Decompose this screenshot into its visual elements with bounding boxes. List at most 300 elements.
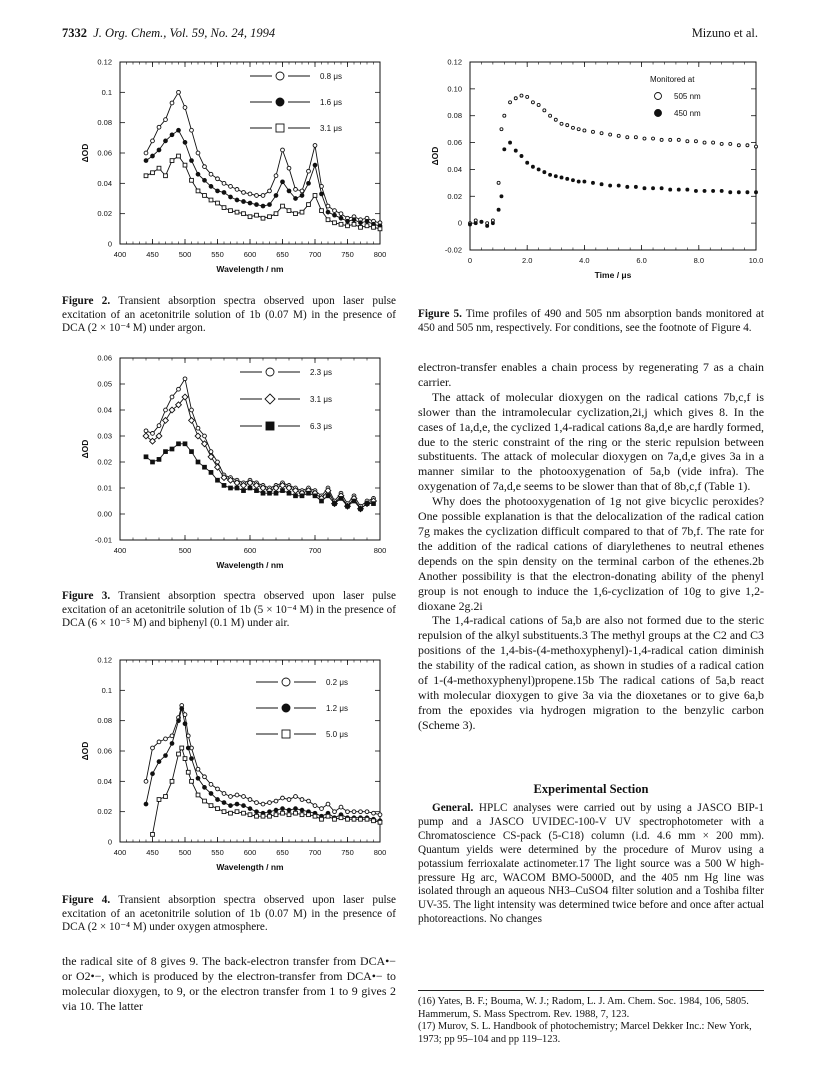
data-point <box>365 219 369 223</box>
x-tick-label: 600 <box>243 848 257 857</box>
y-tick-label: 0 <box>457 218 462 228</box>
legend-label: 6.3 μs <box>310 422 332 431</box>
data-point <box>346 224 350 228</box>
data-point <box>554 118 557 121</box>
data-point <box>287 189 291 193</box>
data-point <box>203 165 207 169</box>
data-point <box>294 807 298 811</box>
data-point <box>276 98 284 106</box>
data-point <box>352 218 356 222</box>
data-point <box>600 183 603 186</box>
data-point <box>313 804 317 808</box>
data-point <box>652 137 655 140</box>
data-point <box>571 179 574 182</box>
figure-5-chart <box>418 52 768 296</box>
data-point <box>694 140 697 143</box>
y-tick-label: 0.04 <box>97 405 112 415</box>
data-point <box>500 195 503 198</box>
data-point <box>255 801 259 805</box>
x-tick-label: 700 <box>308 546 322 555</box>
x-tick-label: 400 <box>113 546 127 555</box>
data-point <box>294 811 298 815</box>
data-point <box>686 140 689 143</box>
data-point <box>144 174 148 178</box>
data-point <box>276 124 284 132</box>
legend-label: 505 nm <box>674 92 701 101</box>
data-point <box>177 154 181 158</box>
x-tick-label: 800 <box>373 250 387 259</box>
data-point <box>209 184 213 188</box>
data-point <box>746 191 749 194</box>
data-point <box>677 188 680 191</box>
data-point <box>164 795 168 799</box>
data-point <box>151 154 155 158</box>
data-point <box>652 187 655 190</box>
data-point <box>261 204 265 208</box>
x-tick-label: 650 <box>276 848 289 857</box>
data-point <box>378 820 382 824</box>
data-point <box>183 722 187 726</box>
data-point <box>261 802 265 806</box>
data-point <box>144 802 148 806</box>
y-tick-label: 0.08 <box>97 118 112 128</box>
data-point <box>196 767 200 771</box>
data-point <box>276 72 284 80</box>
y-tick-label: 0.02 <box>97 457 112 467</box>
x-tick-label: 700 <box>308 250 322 259</box>
data-point <box>209 782 213 786</box>
y-tick-label: 0.08 <box>97 716 112 726</box>
data-point <box>151 139 155 143</box>
data-point <box>497 181 500 184</box>
data-point <box>203 786 207 790</box>
data-point <box>566 177 569 180</box>
data-point <box>282 704 290 712</box>
data-point <box>216 478 220 482</box>
data-point <box>712 189 715 192</box>
data-point <box>365 817 369 821</box>
data-point <box>229 184 233 188</box>
data-point <box>294 188 298 192</box>
data-point <box>287 813 291 817</box>
data-point <box>170 159 174 163</box>
data-point <box>320 209 324 213</box>
data-point <box>300 210 304 214</box>
data-point <box>634 136 637 139</box>
y-axis-label: ΔOD <box>80 439 90 459</box>
data-point <box>274 212 278 216</box>
data-point <box>577 128 580 131</box>
data-point <box>274 174 278 178</box>
data-point <box>216 460 220 464</box>
data-point <box>170 395 174 399</box>
legend-label: 3.1 μs <box>320 124 342 133</box>
x-tick-label: 700 <box>308 848 322 857</box>
x-axis-label: Wavelength / nm <box>216 862 284 872</box>
data-point <box>229 811 233 815</box>
data-point <box>583 129 586 132</box>
y-axis-label: ΔOD <box>80 143 90 163</box>
data-point <box>486 224 489 227</box>
data-point <box>268 189 272 193</box>
data-point <box>531 101 534 104</box>
data-point <box>307 169 311 173</box>
data-point <box>266 368 274 376</box>
section-title: Experimental Section <box>533 782 649 796</box>
data-point <box>333 221 337 225</box>
data-point <box>157 125 161 129</box>
data-point <box>242 811 246 815</box>
y-tick-label: 0 <box>107 837 112 847</box>
data-point <box>163 418 169 424</box>
right-column-text <box>418 360 764 733</box>
data-point <box>157 166 161 170</box>
data-point <box>144 779 148 783</box>
data-point <box>591 181 594 184</box>
x-tick-label: 600 <box>243 546 257 555</box>
data-point <box>164 737 168 741</box>
data-point <box>216 201 220 205</box>
data-point <box>229 804 233 808</box>
data-point <box>177 442 181 446</box>
data-point <box>626 136 629 139</box>
data-point <box>686 188 689 191</box>
data-point <box>617 134 620 137</box>
data-point <box>164 174 168 178</box>
data-point <box>268 814 272 818</box>
x-tick-label: 750 <box>341 848 354 857</box>
data-point <box>255 810 259 814</box>
x-tick-label: 0 <box>467 256 473 265</box>
data-point <box>669 138 672 141</box>
data-point <box>183 140 187 144</box>
data-point <box>180 746 184 750</box>
data-point <box>242 191 246 195</box>
data-point <box>503 148 506 151</box>
x-tick-label: 550 <box>211 848 224 857</box>
data-point <box>287 166 291 170</box>
data-point <box>307 799 311 803</box>
data-point <box>170 447 174 451</box>
series-1 <box>144 128 382 227</box>
experimental-paragraph: HPLC analyses were carried out by using a JASCO BIP-1 pump and a JASCO UVIDEC-100-V UV spectrophotometer with a Chromatoscience CS-pack (5-C18) column (i.d. 4.6 mm × 200 mm). Quantum yields were determined by the procedure of Murov using a potassium ferrioxalate actinometer.17 The light source was a 500 W high-pressure Hg arc, WACOM BMO-5000D, and the 405 nm Hg line was isolated through an aqueous NH3–CuSO4 filter solution and a Toshiba filter UV-35. The light intensity was determined twice before and once after actual photoreactions. No changes <box>418 802 764 926</box>
data-point <box>577 180 580 183</box>
data-point <box>222 792 226 796</box>
series-0 <box>469 94 758 225</box>
y-tick-label: 0.02 <box>447 191 462 201</box>
legend-label: 1.2 μs <box>326 704 348 713</box>
data-point <box>209 471 213 475</box>
figure-3-chart <box>62 348 402 584</box>
data-point <box>287 798 291 802</box>
data-point <box>571 126 574 129</box>
data-point <box>235 188 239 192</box>
data-point <box>157 740 161 744</box>
paragraph: The 1,4-radical cations of 5a,b are also not formed due to the steric repulsion of the alkyl substituents.3 The methyl groups at the C2 and C3 positions of the 1,4-bis-(4-methoxyphenyl)-1,4-radical cation diminish the stability of the radical cation, as shown in studies of a radical cation of 1-(4-methoxyphenyl)propene.15b The radical cations of 5a,b react with molecular dioxygen to give 3a via the dioxetanes or to give 6a,b from the epoxides via hydrogen migration to the benzylic carbon (Scheme 3). <box>418 613 764 732</box>
data-point <box>359 225 363 229</box>
data-point <box>164 408 168 412</box>
data-point <box>755 191 758 194</box>
data-point <box>549 173 552 176</box>
data-point <box>177 90 181 94</box>
x-tick-label: 500 <box>178 546 192 555</box>
data-point <box>164 754 168 758</box>
legend-label: 2.3 μs <box>310 368 332 377</box>
data-point <box>359 817 363 821</box>
figure-5-text: Time profiles of 490 and 505 nm absorption bands monitored at 450 and 505 nm, respectively. For conditions, see the footnote of Figure 4. <box>418 308 764 334</box>
data-point <box>235 802 239 806</box>
data-point <box>500 128 503 131</box>
y-tick-label: 0.12 <box>447 57 462 67</box>
data-point <box>520 94 523 97</box>
data-point <box>566 124 569 127</box>
y-tick-label: 0.06 <box>97 148 112 158</box>
legend-label: 5.0 μs <box>326 730 348 739</box>
data-point <box>554 175 557 178</box>
data-point <box>729 191 732 194</box>
data-point <box>333 209 337 213</box>
data-point <box>294 795 298 799</box>
y-tick-label: 0.04 <box>447 164 462 174</box>
x-tick-label: 500 <box>178 848 192 857</box>
data-point <box>196 460 200 464</box>
data-point <box>609 184 612 187</box>
data-point <box>229 209 233 213</box>
data-point <box>755 145 758 148</box>
figure-4-chart <box>62 650 402 886</box>
data-point <box>222 181 226 185</box>
data-point <box>497 208 500 211</box>
data-point <box>229 195 233 199</box>
data-point <box>170 101 174 105</box>
data-point <box>281 180 285 184</box>
data-point <box>255 489 259 493</box>
x-tick-label: 500 <box>178 250 192 259</box>
data-point <box>248 486 252 490</box>
data-point <box>157 798 161 802</box>
series-line <box>146 92 380 223</box>
data-point <box>170 133 174 137</box>
data-point <box>229 795 233 799</box>
y-axis-label: ΔOD <box>430 146 440 166</box>
figure-5-caption <box>418 308 764 335</box>
data-point <box>177 128 181 132</box>
data-point <box>287 209 291 213</box>
data-point <box>268 491 272 495</box>
data-point <box>183 757 187 761</box>
data-point <box>242 795 246 799</box>
data-point <box>261 216 265 220</box>
data-point <box>255 213 259 217</box>
series-1 <box>143 394 376 512</box>
data-point <box>326 210 330 214</box>
data-point <box>209 450 213 454</box>
data-point <box>514 149 517 152</box>
data-point <box>509 101 512 104</box>
data-point <box>300 194 304 198</box>
data-point <box>196 426 200 430</box>
footnotes <box>418 996 764 1046</box>
data-point <box>274 808 278 812</box>
data-point <box>248 201 252 205</box>
data-point <box>352 817 356 821</box>
data-point <box>300 494 304 498</box>
data-point <box>282 730 290 738</box>
data-point <box>359 507 363 511</box>
data-point <box>359 221 363 225</box>
data-point <box>265 394 275 404</box>
data-point <box>720 142 723 145</box>
data-point <box>520 155 523 158</box>
data-point <box>151 833 155 837</box>
series-2 <box>151 746 382 836</box>
data-point <box>346 817 350 821</box>
paragraph: The attack of molecular dioxygen on the radical cations 7b,c,f is slower than the intramolecular cyclization,2i,j which gives 8. In the cases of 1a,d,e, the cyclized 1,4-radical cations 8a,d,e are hardly formed, due to the steric constraint of the ring or the steric repulsion between substituents. The attack of molecular dioxygen on 7a,d,e gives 3a in a manner similar to the photooxygenation of 5a,b (vide infra). The oxygenation of 7a,d,e seems to be slower than that of 8b,c,f (Table 1). <box>418 389 764 494</box>
data-point <box>216 807 220 811</box>
paragraph: Why does the photooxygenation of 1g not give bicyclic peroxides? One possible explanation is that the delocalization of the radical cation 7g makes the cyclization difficult compared to that of 7b,f. The rate for the addition of the radical cations of diarylethenes to neutral ethenes depends on the spin density on the terminal carbon of the ethenes.2b Another possibility is that the electron-donating ability of the phenyl group is not enough to induce the 1,6-cyclization of 10g to give 1,2-dioxane 2g.2i <box>418 494 764 613</box>
data-point <box>643 187 646 190</box>
data-point <box>235 210 239 214</box>
data-point <box>216 177 220 181</box>
series-2 <box>144 442 375 511</box>
y-tick-label: 0.00 <box>97 509 112 519</box>
data-point <box>737 144 740 147</box>
journal-citation: J. Org. Chem., Vol. 59, No. 24, 1994 <box>93 26 276 40</box>
data-point <box>372 225 376 229</box>
data-point <box>203 194 207 198</box>
x-axis-label: Wavelength / nm <box>216 560 284 570</box>
data-point <box>352 499 356 503</box>
data-point <box>294 494 298 498</box>
data-point <box>300 813 304 817</box>
data-point <box>326 814 330 818</box>
y-axis-label: ΔOD <box>80 741 90 761</box>
series-line <box>146 130 380 226</box>
data-point <box>203 775 207 779</box>
data-point <box>157 458 161 462</box>
data-point <box>177 719 181 723</box>
figure-3-text: Transient absorption spectra observed upon laser pulse excitation of an acetonitrile solution of 1b (5 × 10⁻⁴ M) in the presence of DCA (6 × 10⁻⁵ M) and biphenyl (0.1 M) under air. <box>62 590 396 630</box>
data-point <box>320 807 324 811</box>
data-point <box>600 132 603 135</box>
data-point <box>235 486 239 490</box>
data-point <box>189 418 195 424</box>
data-point <box>186 770 190 774</box>
x-tick-label: 550 <box>211 250 224 259</box>
data-point <box>242 489 246 493</box>
data-point <box>248 813 252 817</box>
x-tick-label: 800 <box>373 546 387 555</box>
data-point <box>190 128 194 132</box>
data-point <box>216 787 220 791</box>
data-point <box>326 494 330 498</box>
data-point <box>333 817 337 821</box>
data-point <box>164 118 168 122</box>
data-point <box>242 804 246 808</box>
running-header-authors: Mizuno et al. <box>691 26 758 40</box>
data-point <box>274 799 278 803</box>
data-point <box>282 678 290 686</box>
data-point <box>307 491 311 495</box>
data-point <box>660 138 663 141</box>
data-point <box>474 222 477 225</box>
data-point <box>339 222 343 226</box>
data-point <box>144 151 148 155</box>
data-point <box>712 141 715 144</box>
data-point <box>248 192 252 196</box>
data-point <box>313 163 317 167</box>
data-point <box>144 429 148 433</box>
data-point <box>669 188 672 191</box>
data-point <box>261 814 265 818</box>
data-point <box>643 137 646 140</box>
data-point <box>300 808 304 812</box>
y-tick-label: 0.03 <box>97 431 112 441</box>
legend-label: 1.6 μs <box>320 98 342 107</box>
data-point <box>177 387 181 391</box>
data-point <box>287 491 291 495</box>
data-point <box>190 450 194 454</box>
data-point <box>170 779 174 783</box>
data-point <box>242 212 246 216</box>
x-tick-label: 650 <box>276 250 289 259</box>
data-point <box>281 489 285 493</box>
data-point <box>300 798 304 802</box>
data-point <box>266 422 274 430</box>
data-point <box>729 142 732 145</box>
data-point <box>339 216 343 220</box>
y-tick-label: 0.08 <box>447 111 462 121</box>
data-point <box>346 219 350 223</box>
data-point <box>209 792 213 796</box>
data-point <box>190 178 194 182</box>
data-point <box>617 184 620 187</box>
data-point <box>352 222 356 226</box>
plot-frame <box>120 358 380 540</box>
x-tick-label: 450 <box>146 250 159 259</box>
left-column-text <box>62 954 396 1014</box>
data-point <box>209 804 213 808</box>
data-point <box>151 432 155 436</box>
data-point <box>203 465 207 469</box>
y-tick-label: -0.01 <box>94 535 112 545</box>
data-point <box>333 213 337 217</box>
data-point <box>737 191 740 194</box>
data-point <box>196 172 200 176</box>
data-point <box>720 189 723 192</box>
data-point <box>514 97 517 100</box>
x-tick-label: 400 <box>113 848 127 857</box>
data-point <box>209 172 213 176</box>
x-tick-label: 8.0 <box>693 256 705 265</box>
y-tick-label: 0.12 <box>97 655 112 665</box>
data-point <box>591 130 594 133</box>
figure-2-chart <box>62 52 402 288</box>
page-number: 7332 <box>62 26 87 40</box>
data-point <box>307 181 311 185</box>
data-point <box>248 798 252 802</box>
data-point <box>655 93 662 100</box>
data-point <box>313 144 317 148</box>
legend-label: 0.2 μs <box>326 678 348 687</box>
data-point <box>372 819 376 823</box>
data-point <box>144 159 148 163</box>
data-point <box>526 161 529 164</box>
data-point <box>378 227 382 231</box>
data-point <box>255 194 259 198</box>
y-tick-label: 0.02 <box>97 209 112 219</box>
data-point <box>268 810 272 814</box>
